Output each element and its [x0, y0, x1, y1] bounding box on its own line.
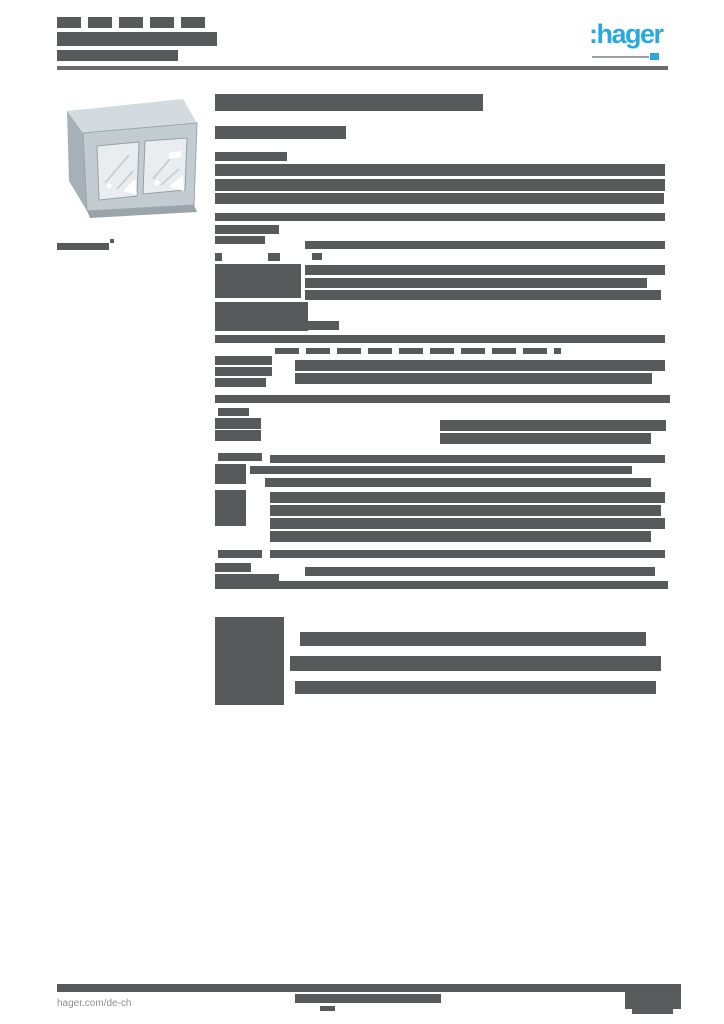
- description-line: [215, 193, 664, 204]
- spec-value-line: [440, 433, 651, 444]
- spec-value: [312, 253, 322, 260]
- spec-row: [270, 550, 665, 558]
- hager-logo-wordmark: :hager: [589, 19, 663, 49]
- spec-row: [305, 241, 665, 249]
- footer-center-text: [320, 1006, 335, 1011]
- spec-key: [218, 453, 262, 461]
- section-label-block: [215, 617, 284, 705]
- spec-key-block: [215, 490, 246, 526]
- product-image: [57, 91, 205, 237]
- box-screw-left: [107, 184, 112, 189]
- spec-key: [215, 430, 261, 441]
- header-line-2: [57, 32, 217, 46]
- spec-row: [215, 213, 665, 221]
- page-number-badge: [625, 992, 681, 1009]
- spec-row: [215, 335, 665, 343]
- description-label-redacted: [215, 152, 287, 161]
- product-image-card: [57, 91, 205, 237]
- logo-underline: [592, 56, 649, 58]
- spec-row: [290, 656, 661, 671]
- spec-row: [215, 395, 670, 403]
- spec-row: [305, 278, 647, 288]
- spec-value-line: [440, 420, 666, 431]
- product-title-redacted: [215, 94, 483, 111]
- spec-value-line: [295, 373, 652, 384]
- spec-key: [215, 367, 272, 376]
- section-label-suffix: [268, 227, 278, 234]
- spec-value-line: [270, 505, 661, 516]
- spec-row: [295, 681, 656, 694]
- spec-key: [218, 408, 249, 416]
- spec-value: [281, 321, 339, 330]
- description-line: [215, 179, 665, 191]
- spec-key: [218, 550, 262, 558]
- footer-url-box: [55, 992, 171, 1014]
- spec-row: [300, 632, 646, 646]
- spec-key-block: [215, 264, 301, 298]
- spec-key: [215, 418, 261, 429]
- image-caption-footnote: [110, 239, 114, 243]
- section-label: [215, 236, 265, 244]
- footer-band: [57, 984, 681, 992]
- logo-square: [650, 53, 659, 60]
- footer-center-text: [295, 994, 441, 1003]
- footer-url[interactable]: hager.com/de-ch: [57, 997, 132, 1009]
- spec-row: [305, 290, 661, 300]
- spec-key-block: [215, 464, 246, 484]
- image-caption-redacted: [57, 243, 109, 250]
- spec-key: [215, 253, 222, 261]
- spec-row: [275, 348, 561, 354]
- spec-key: [268, 253, 280, 261]
- spec-value-line: [270, 492, 665, 503]
- spec-value-line: [270, 531, 651, 542]
- spec-value-line: [295, 360, 665, 371]
- spec-value-line: [270, 518, 665, 529]
- header-rule: [57, 66, 668, 70]
- description-line: [215, 164, 665, 176]
- product-reference-redacted: [215, 126, 346, 139]
- spec-value-line: [305, 567, 655, 576]
- header-line-1: [57, 17, 207, 28]
- spec-row: [250, 466, 632, 474]
- spec-row: [270, 455, 665, 463]
- spec-key: [215, 356, 272, 365]
- header-line-2-suffix: [181, 35, 189, 46]
- page-number-badge-sub: [632, 1009, 673, 1014]
- box-screw-right: [155, 181, 160, 186]
- spec-row: [265, 478, 651, 487]
- header-line-3: [57, 50, 178, 61]
- spec-row: [215, 581, 668, 589]
- spec-row: [305, 265, 665, 275]
- spec-key: [215, 378, 266, 387]
- spec-key: [215, 563, 251, 572]
